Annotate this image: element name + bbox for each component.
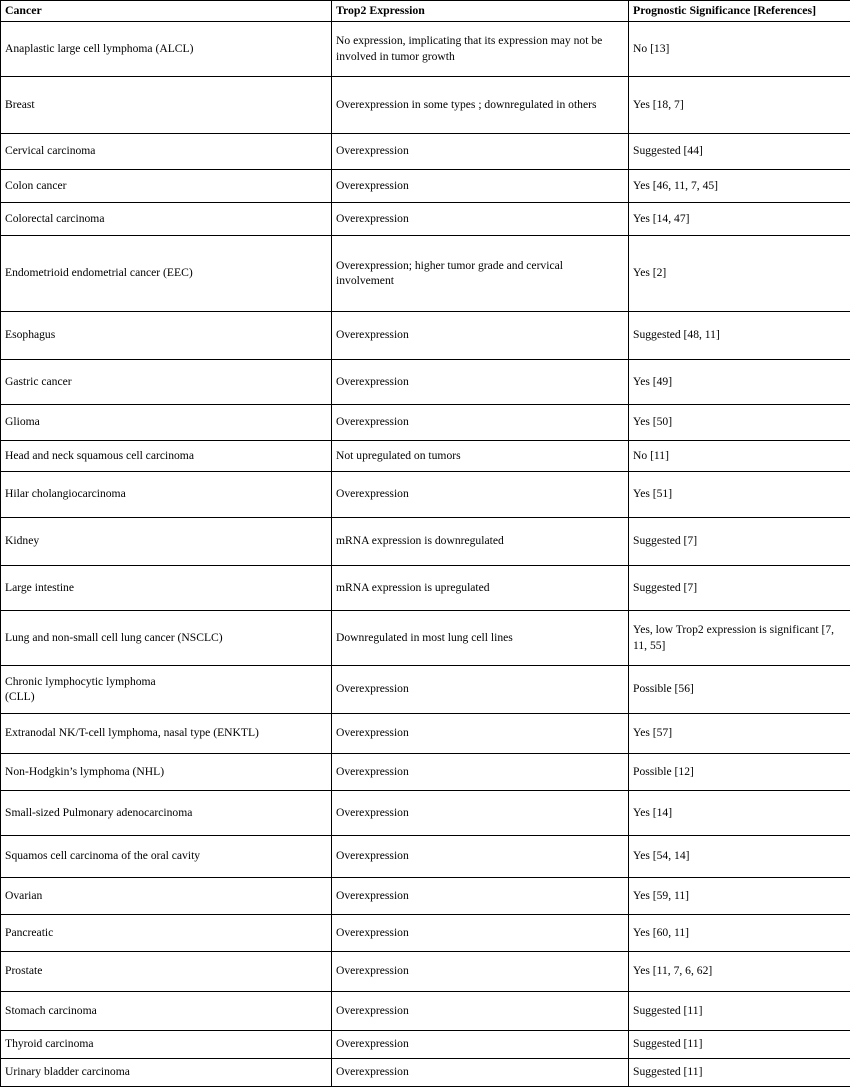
cell-prognostic-significance: Possible [56] — [629, 665, 850, 713]
cell-cancer: Non-Hodgkin’s lymphoma (NHL) — [1, 753, 332, 790]
cell-prognostic-significance: Yes, low Trop2 expression is significant [7, 11, 55] — [629, 610, 850, 665]
cell-trop2-expression: Overexpression; higher tumor grade and cervical involvement — [332, 235, 629, 311]
column-header-cancer: Cancer — [1, 1, 332, 22]
table-row — [1, 169, 850, 202]
cell-trop2-expression: Downregulated in most lung cell lines — [332, 610, 629, 665]
cell-cancer: Gastric cancer — [1, 359, 332, 404]
cell-trop2-expression: Not upregulated on tumors — [332, 440, 629, 471]
cell-trop2-expression: Overexpression — [332, 169, 629, 202]
cell-prognostic-significance: Yes [59, 11] — [629, 877, 850, 914]
table-row — [1, 202, 850, 235]
table-row — [1, 991, 850, 1030]
cell-cancer: Chronic lymphocytic lymphoma (CLL) — [1, 665, 332, 713]
cell-cancer: Prostate — [1, 951, 332, 991]
cell-cancer: Extranodal NK/T-cell lymphoma, nasal type (ENKTL) — [1, 713, 332, 753]
cell-prognostic-significance: Yes [54, 14] — [629, 835, 850, 877]
table-row — [1, 951, 850, 991]
cell-trop2-expression: Overexpression — [332, 835, 629, 877]
table-row — [1, 1030, 850, 1058]
cell-cancer: Small-sized Pulmonary adenocarcinoma — [1, 790, 332, 835]
table-header — [1, 1, 850, 22]
cell-cancer: Head and neck squamous cell carcinoma — [1, 440, 332, 471]
table-row — [1, 235, 850, 311]
cell-cancer: Endometrioid endometrial cancer (EEC) — [1, 235, 332, 311]
cell-trop2-expression: mRNA expression is upregulated — [332, 565, 629, 610]
cell-trop2-expression: Overexpression — [332, 991, 629, 1030]
cell-cancer: Anaplastic large cell lymphoma (ALCL) — [1, 21, 332, 76]
cell-cancer: Thyroid carcinoma — [1, 1030, 332, 1058]
table-row — [1, 311, 850, 359]
cell-prognostic-significance: Yes [14] — [629, 790, 850, 835]
cell-cancer: Squamos cell carcinoma of the oral cavity — [1, 835, 332, 877]
cell-prognostic-significance: Yes [2] — [629, 235, 850, 311]
column-header-trop2-expression: Trop2 Expression — [332, 1, 629, 22]
cell-prognostic-significance: Yes [51] — [629, 471, 850, 517]
cell-cancer: Lung and non-small cell lung cancer (NSCLC) — [1, 610, 332, 665]
cell-trop2-expression: Overexpression — [332, 1030, 629, 1058]
cell-prognostic-significance: Suggested [7] — [629, 517, 850, 565]
cell-prognostic-significance: Suggested [44] — [629, 133, 850, 169]
cell-prognostic-significance: Suggested [7] — [629, 565, 850, 610]
table-row — [1, 517, 850, 565]
cell-cancer: Kidney — [1, 517, 332, 565]
table-row — [1, 440, 850, 471]
table-row — [1, 665, 850, 713]
cell-cancer: Breast — [1, 76, 332, 133]
table-row — [1, 713, 850, 753]
table-row — [1, 610, 850, 665]
table-row — [1, 914, 850, 951]
cell-cancer: Urinary bladder carcinoma — [1, 1058, 332, 1086]
cell-cancer: Colorectal carcinoma — [1, 202, 332, 235]
table-row — [1, 133, 850, 169]
cell-prognostic-significance: Yes [60, 11] — [629, 914, 850, 951]
table-row — [1, 835, 850, 877]
table-row — [1, 790, 850, 835]
cell-prognostic-significance: Possible [12] — [629, 753, 850, 790]
cell-prognostic-significance: Suggested [11] — [629, 1058, 850, 1086]
table-body — [1, 21, 850, 1086]
cell-trop2-expression: Overexpression — [332, 202, 629, 235]
cell-prognostic-significance: Yes [49] — [629, 359, 850, 404]
cell-cancer: Cervical carcinoma — [1, 133, 332, 169]
table-row — [1, 1058, 850, 1086]
table-row — [1, 565, 850, 610]
cell-prognostic-significance: Suggested [11] — [629, 991, 850, 1030]
cell-prognostic-significance: Suggested [48, 11] — [629, 311, 850, 359]
header-row — [1, 1, 850, 22]
cell-prognostic-significance: Suggested [11] — [629, 1030, 850, 1058]
cell-trop2-expression: Overexpression — [332, 914, 629, 951]
cell-cancer: Hilar cholangiocarcinoma — [1, 471, 332, 517]
cell-prognostic-significance: Yes [14, 47] — [629, 202, 850, 235]
table-row — [1, 471, 850, 517]
cell-trop2-expression: Overexpression — [332, 359, 629, 404]
cell-cancer: Stomach carcinoma — [1, 991, 332, 1030]
cell-cancer: Esophagus — [1, 311, 332, 359]
cell-prognostic-significance: Yes [46, 11, 7, 45] — [629, 169, 850, 202]
cell-trop2-expression: Overexpression — [332, 1058, 629, 1086]
cell-trop2-expression: mRNA expression is downregulated — [332, 517, 629, 565]
cell-trop2-expression: Overexpression — [332, 713, 629, 753]
column-header-prognostic-significance: Prognostic Significance [References] — [629, 1, 850, 22]
cell-cancer: Colon cancer — [1, 169, 332, 202]
cell-cancer: Glioma — [1, 404, 332, 440]
cell-trop2-expression: Overexpression — [332, 951, 629, 991]
cell-trop2-expression: Overexpression — [332, 790, 629, 835]
cell-cancer: Ovarian — [1, 877, 332, 914]
cell-trop2-expression: Overexpression — [332, 877, 629, 914]
cell-trop2-expression: Overexpression — [332, 404, 629, 440]
cell-trop2-expression: Overexpression — [332, 471, 629, 517]
cell-prognostic-significance: Yes [18, 7] — [629, 76, 850, 133]
table-row — [1, 21, 850, 76]
table-row — [1, 359, 850, 404]
cell-trop2-expression: Overexpression — [332, 665, 629, 713]
cell-prognostic-significance: No [11] — [629, 440, 850, 471]
cell-trop2-expression: Overexpression in some types ; downregulated in others — [332, 76, 629, 133]
cell-prognostic-significance: No [13] — [629, 21, 850, 76]
table-row — [1, 76, 850, 133]
cell-trop2-expression: Overexpression — [332, 753, 629, 790]
cell-trop2-expression: Overexpression — [332, 311, 629, 359]
table-row — [1, 753, 850, 790]
cell-prognostic-significance: Yes [50] — [629, 404, 850, 440]
cell-trop2-expression: Overexpression — [332, 133, 629, 169]
cell-cancer: Pancreatic — [1, 914, 332, 951]
table-row — [1, 877, 850, 914]
table-row — [1, 404, 850, 440]
cell-prognostic-significance: Yes [11, 7, 6, 62] — [629, 951, 850, 991]
cell-cancer: Large intestine — [1, 565, 332, 610]
cell-trop2-expression: No expression, implicating that its expression may not be involved in tumor growth — [332, 21, 629, 76]
cell-prognostic-significance: Yes [57] — [629, 713, 850, 753]
